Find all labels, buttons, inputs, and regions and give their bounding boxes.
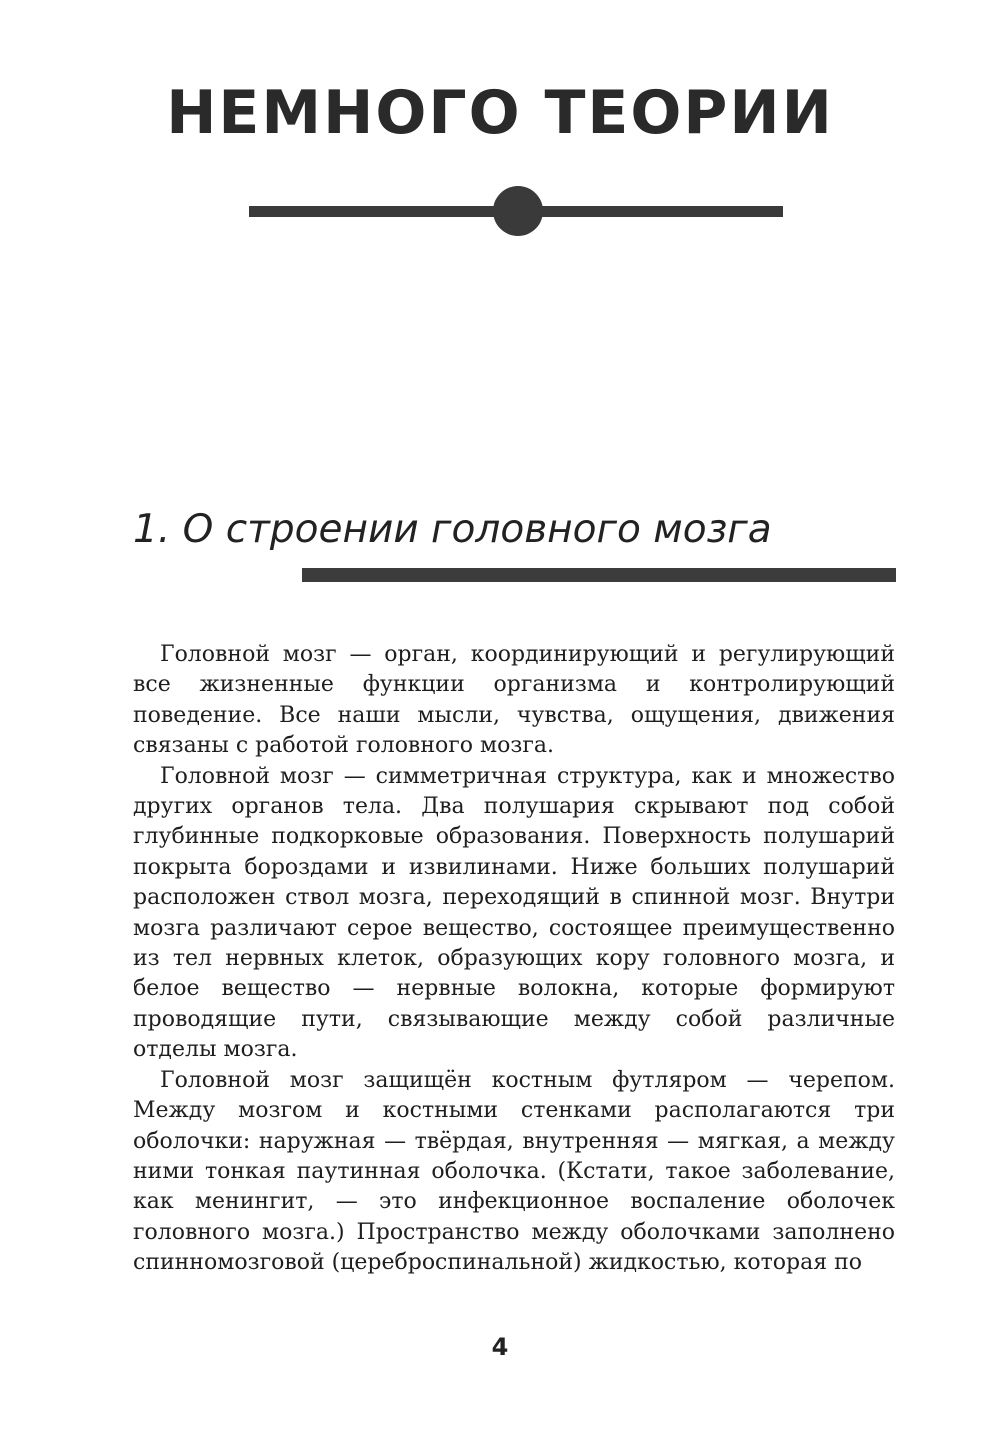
body-text (133, 640, 895, 1279)
chapter-title: НЕМНОГО ТЕОРИИ (166, 78, 834, 148)
paragraph: Головной мозг — орган, координирующий и регулирующий все жизненные функции организма и контролирующий поведение. Все наши мысли, чувства, ощущения, движения связаны с работой головного мозга. (133, 642, 895, 759)
section-title: 1. О строении головного мозга (133, 507, 772, 552)
chapter-divider (249, 186, 783, 236)
paragraph: Головной мозг защищён костным футляром — черепом. Между мозгом и костными стенками располагаются три оболочки: наружная — твёрдая, внутренняя — мягкая, а между ними тонкая паутинная оболочка. (Кстати, такое заболевание, как менингит, — это инфекционное воспаление оболочек головного мозга.) Пространство между оболочками заполнено спинномозговой (цереброспинальной) жидкостью, которая по (133, 1067, 895, 1276)
page-number: 4 (491, 1333, 509, 1361)
paragraph: Головной мозг — симметричная структура, как и множество других органов тела. Два полушария скрывают под собой глубинные подкорковые образования. Поверхность полушарий покрыта бороздами и извилинами. Ниже больших полушарий расположен ствол мозга, переходящий в спинной мозг. Внутри мозга различают серое вещество, состоящее преимущественно из тел нервных клеток, образующих кору головного мозга, и белое вещество — нервные волокна, которые формируют проводящие пути, связывающие между собой различные отделы мозга. (133, 763, 895, 1063)
divider-dot-icon (493, 186, 543, 236)
section-rule (302, 568, 896, 582)
